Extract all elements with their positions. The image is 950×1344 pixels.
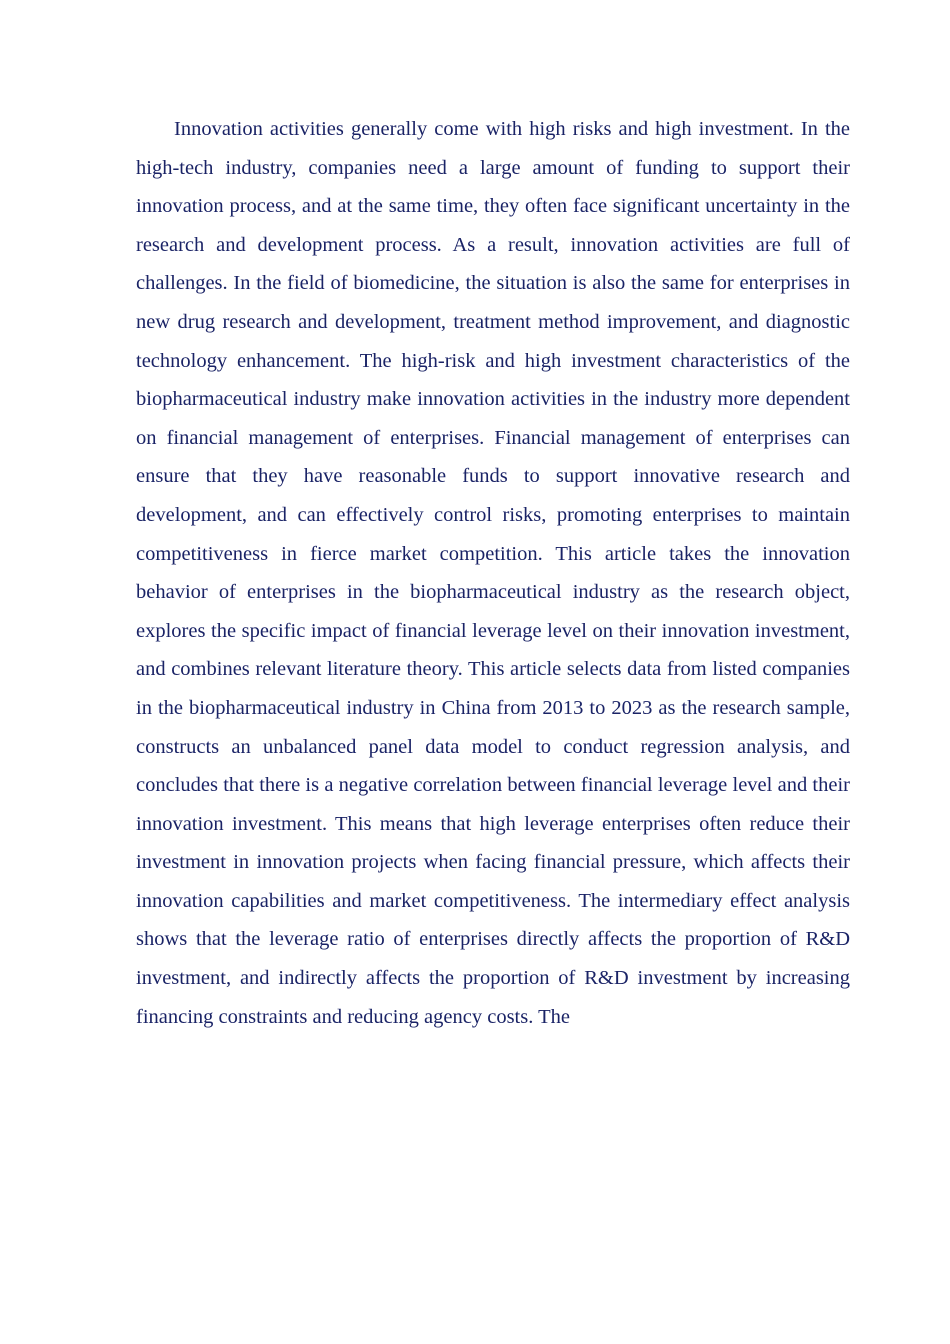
body-paragraph: Innovation activities generally come with high risks and high investment. In the high-tech industry, companies need a large amount of funding to support their innovation process, and at the same time, they often face significant uncertainty in the research and development process. As a result, innovation activities are full of challenges. In the field of biomedicine, the situation is also the same for enterprises in new drug research and development, treatment method improvement, and diagnostic technology enhancement. The high-risk and high investment characteristics of the biopharmaceutical industry make innovation activities in the industry more dependent on financial management of enterprises. Financial management of enterprises can ensure that they have reasonable funds to support innovative research and development, and can effectively control risks, promoting enterprises to maintain competitiveness in fierce market competition. This article takes the innovation behavior of enterprises in the biopharmaceutical industry as the research object, explores the specific impact of financial leverage level on their innovation investment, and combines relevant literature theory. This article selects data from listed companies in the biopharmaceutical industry in China from 2013 to 2023 as the research sample, constructs an unbalanced panel data model to conduct regression analysis, and concludes that there is a negative correlation between financial leverage level and their innovation investment. This means that high leverage enterprises often reduce their investment in innovation projects when facing financial pressure, which affects their innovation capabilities and market competitiveness. The intermediary effect analysis shows that the leverage ratio of enterprises directly affects the proportion of R&D investment, and indirectly affects the proportion of R&D investment by increasing financing constraints and reducing agency costs. The (136, 118, 850, 1028)
